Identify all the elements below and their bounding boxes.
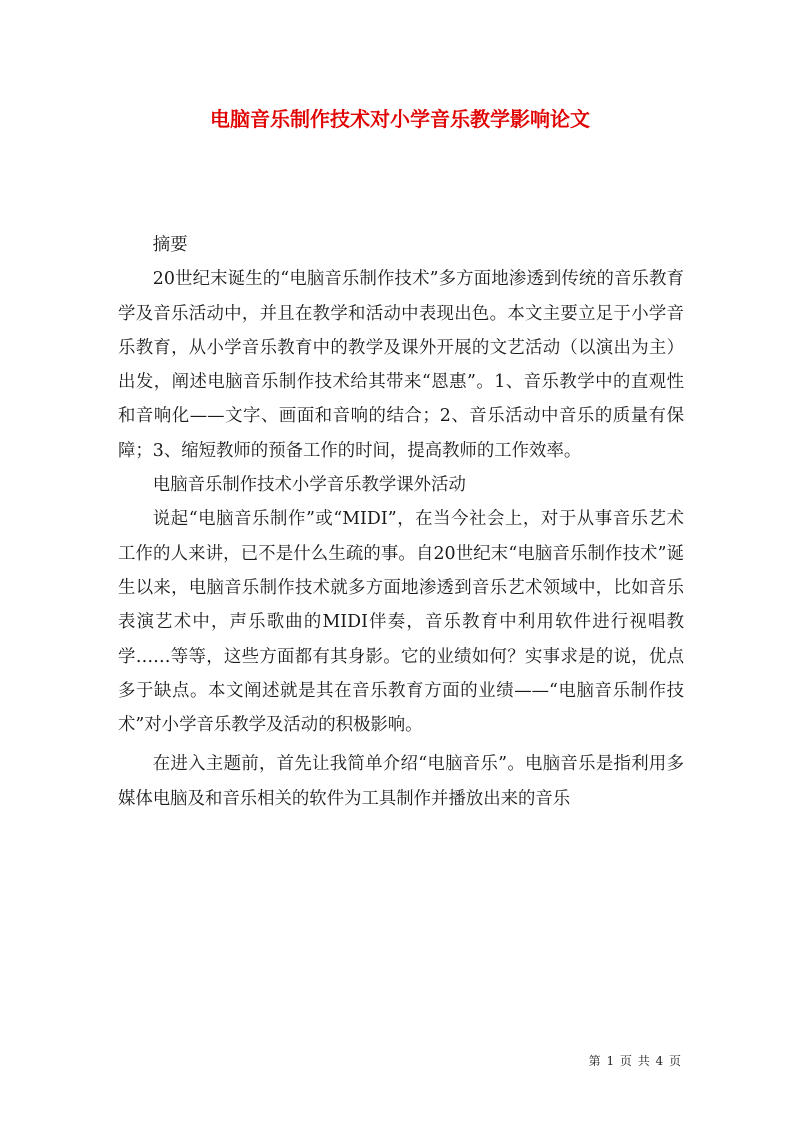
- page-number: 第 1 页 共 4 页: [588, 1054, 682, 1068]
- body-paragraph: 说起“电脑音乐制作”或“MIDI”，在当今社会上，对于从事音乐艺术工作的人来讲，已不是什么生疏的事。自20世纪末“电脑音乐制作技术”诞生以来，电脑音乐制作技术就多方面地渗透到音乐艺术领域中，比如音乐表演艺术中，声乐歌曲的MIDI伴奏，音乐教育中利用软件进行视唱教学……等等，这些方面都有其身影。它的业绩如何？实事求是的说，优点多于缺点。本文阐述就是其在音乐教育方面的业绩——“电脑音乐制作技术”对小学音乐教学及活动的积极影响。: [118, 509, 684, 736]
- document-title: 电脑音乐制作技术对小学音乐教学影响论文: [210, 107, 590, 131]
- abstract-paragraph: 20世纪末诞生的“电脑音乐制作技术”多方面地渗透到传统的音乐教育学及音乐活动中，并且在教学和活动中表现出色。本文主要立足于小学音乐教育，从小学音乐教育中的教学及课外开展的文艺活动（以演出为主）出发，阐述电脑音乐制作技术给其带来“恩惠”。1、音乐教学中的直观性和音响化——文字、画面和音响的结合；2、音乐活动中音乐的质量有保障；3、缩短教师的预备工作的时间，提高教师的工作效率。: [118, 269, 684, 461]
- body-paragraph: 在进入主题前，首先让我简单介绍“电脑音乐”。电脑音乐是指利用多媒体电脑及和音乐相关的软件为工具制作并播放出来的音乐: [118, 754, 684, 809]
- document-body: [118, 228, 684, 816]
- keywords-line: 电脑音乐制作技术小学音乐教学课外活动: [152, 475, 466, 496]
- abstract-heading: 摘要: [152, 235, 188, 255]
